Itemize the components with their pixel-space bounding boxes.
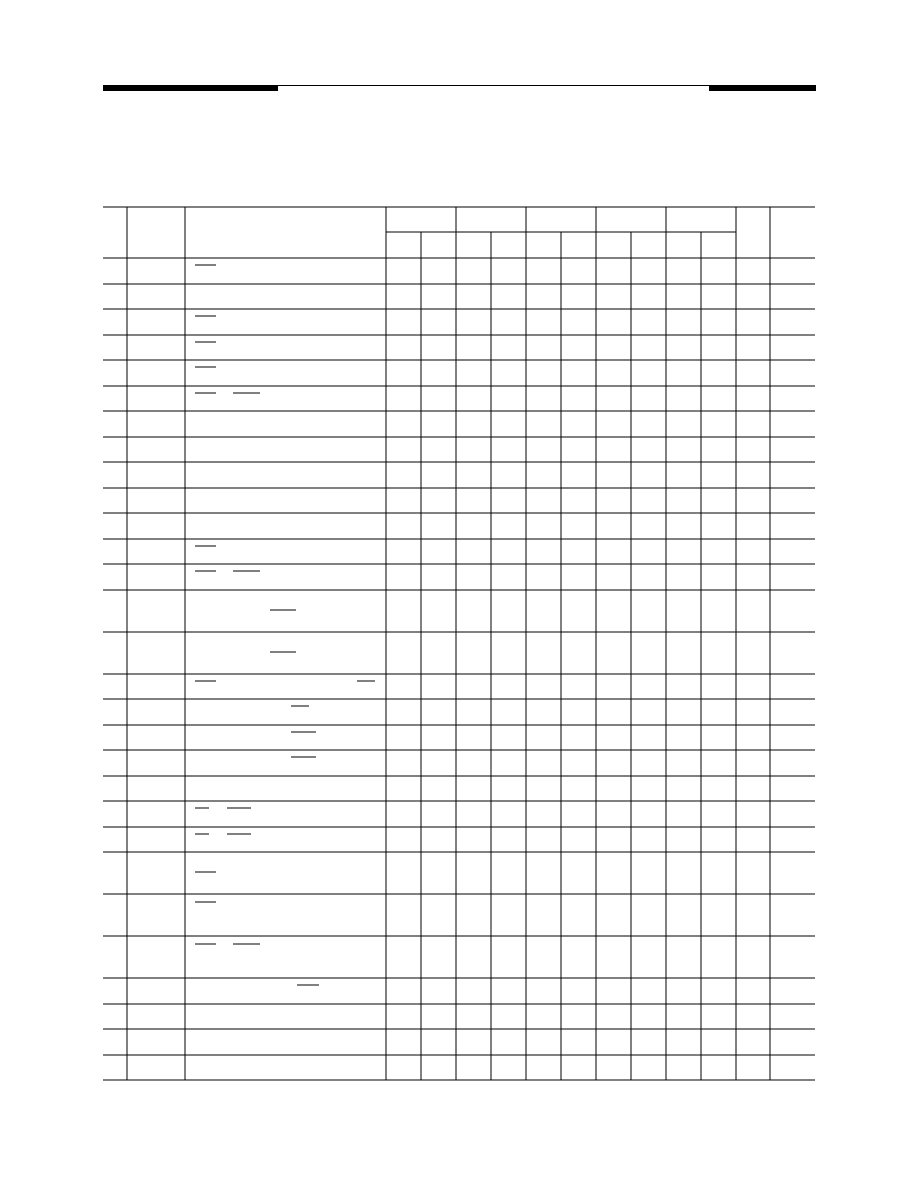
table-grid-lines <box>103 207 815 1080</box>
table-overbar-marks <box>195 265 375 985</box>
